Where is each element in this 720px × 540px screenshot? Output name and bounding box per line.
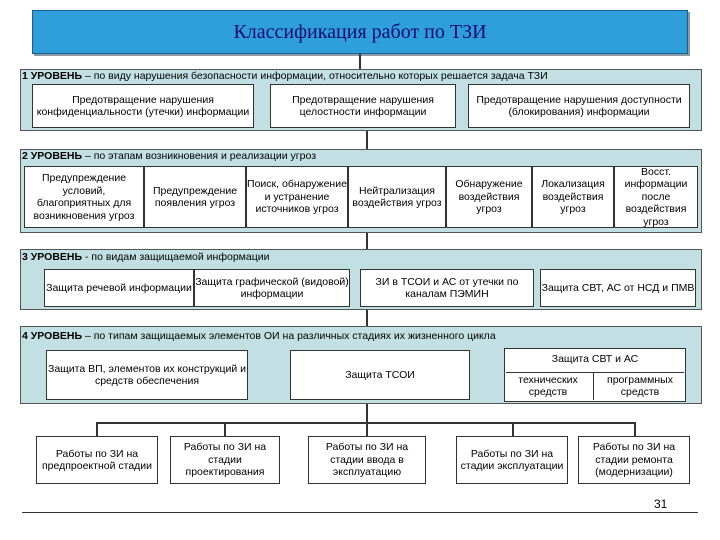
l4-protection-vp: Защита ВП, элементов их конструкций и средств обеспечения [46, 350, 248, 400]
level-2-heading [22, 150, 316, 162]
l4-protection-tsoi: Защита ТСОИ [290, 350, 470, 400]
level-1-label: 1 УРОВЕНЬ [22, 70, 83, 82]
level-4-heading [22, 330, 496, 342]
level-4-label: 4 УРОВЕНЬ [22, 330, 83, 342]
l1-availability: Предотвращение нарушения доступности (блокирования) информации [468, 84, 690, 128]
connector-l3-l4 [366, 310, 368, 326]
level-4-description: – по типам защищаемых элементов ОИ на различных стадиях их жизненного цикла [82, 330, 496, 342]
stage-commissioning: Работы по ЗИ на стадии ввода в эксплуатацию [308, 436, 426, 484]
stage-preproject: Работы по ЗИ на предпроектной стадии [36, 436, 158, 484]
l4-sub-software: программных средств [607, 373, 673, 398]
connector-stage-1 [96, 422, 98, 436]
level-3-description: - по видам защищаемой информации [82, 251, 270, 263]
l3-pemin: ЗИ в ТСОИ и АС от утечки по каналам ПЭМИН [360, 269, 534, 307]
level-3-label: 3 УРОВЕНЬ [22, 251, 83, 263]
l1-confidentiality: Предотвращение нарушения конфиденциальности (утечки) информации [32, 84, 254, 128]
level-1-description: – по виду нарушения безопасности информации, относительно которых решается задача ТЗИ [82, 70, 548, 82]
connector-title-l1 [359, 54, 361, 69]
footer-rule [22, 512, 698, 513]
l4-protection-svt-as: Защита СВТ и АС [504, 348, 686, 402]
diagram-title: Классификация работ по ТЗИ [32, 10, 688, 54]
connector-stage-4 [512, 422, 514, 436]
stage-repair: Работы по ЗИ на стадии ремонта (модернизации) [578, 436, 690, 484]
l2-prevent-conditions: Предупреждение условий, благоприятных для возникновения угроз [24, 166, 144, 228]
connector-stage-5 [634, 422, 636, 436]
page-number: 31 [654, 497, 668, 511]
level-3-heading [22, 251, 269, 263]
connector-l2-l3 [366, 233, 368, 249]
connector-l4-stages [366, 404, 368, 422]
level-2-description: – по этапам возникновения и реализации угроз [82, 150, 317, 162]
stage-operation: Работы по ЗИ на стадии эксплуатации [456, 436, 568, 484]
l4-sub-separator [593, 372, 594, 400]
l2-search-sources: Поиск, обнаружение и устранение источников угроз [246, 166, 348, 228]
l3-graphic-info: Защита графической (видовой) информации [194, 269, 350, 307]
l3-speech-info: Защита речевой информации [44, 269, 194, 307]
l3-svt-nsd: Защита СВТ, АС от НСД и ПМВ [540, 269, 696, 307]
l2-prevent-threats: Предупреждение появления угроз [144, 166, 246, 228]
connector-stage-2 [224, 422, 226, 436]
l2-localization: Локализация воздействия угроз [532, 166, 614, 228]
l4-sub-divider [506, 372, 684, 373]
l2-neutralization: Нейтрализация воздействия угроз [348, 166, 446, 228]
connector-stage-3 [366, 422, 368, 436]
connector-l1-l2 [366, 131, 368, 149]
l2-recovery: Восст. информации после воздействия угроз [614, 166, 698, 228]
l2-detection: Обнаружение воздействия угроз [446, 166, 532, 228]
l4-sub-technical: технических средств [518, 373, 578, 398]
l1-integrity: Предотвращение нарушения целостности информации [270, 84, 456, 128]
level-2-label: 2 УРОВЕНЬ [22, 150, 83, 162]
stage-design: Работы по ЗИ на стадии проектирования [170, 436, 280, 484]
level-1-heading [22, 70, 548, 82]
